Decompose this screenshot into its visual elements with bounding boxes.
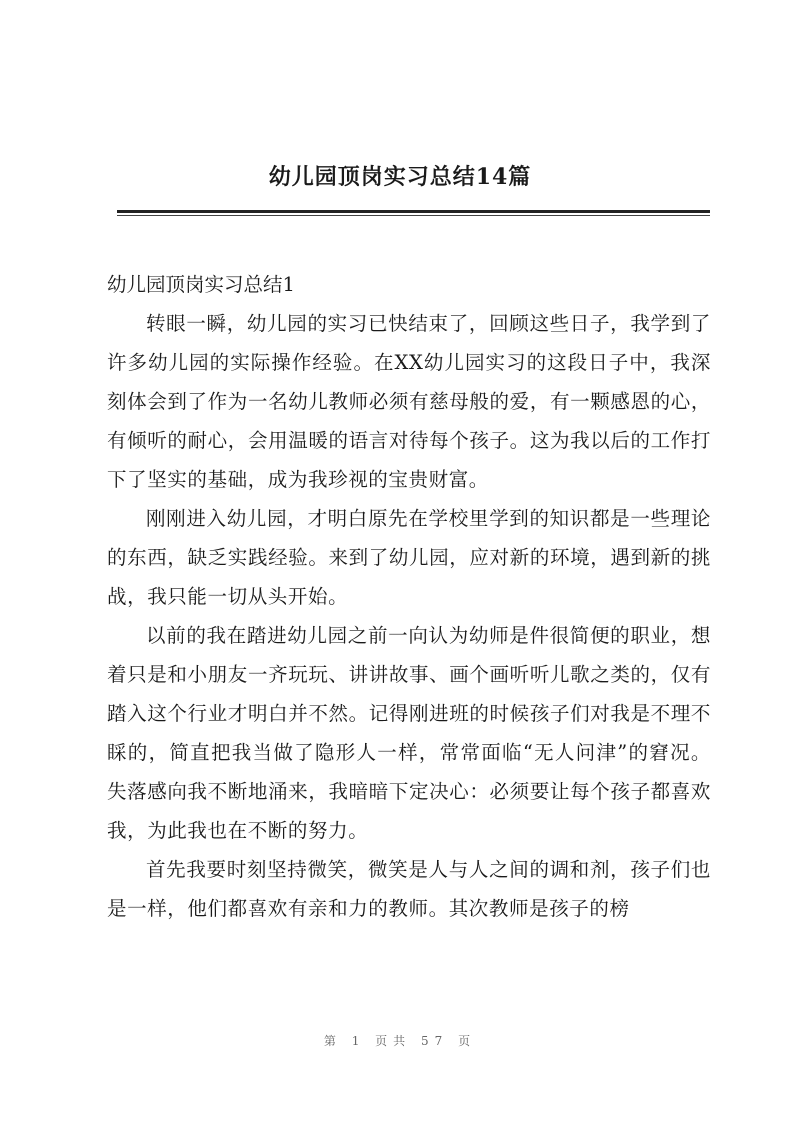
section-heading: 幼儿园顶岗实习总结1: [107, 273, 295, 296]
document-body: [107, 265, 711, 928]
page-footer: [0, 1032, 800, 1049]
footer-middle: 页共: [375, 1034, 412, 1048]
document-title: 幼儿园顶岗实习总结14篇: [268, 164, 532, 190]
title-divider-thin: [117, 215, 710, 216]
paragraph: 刚刚进入幼儿园，才明白原先在学校里学到的知识都是一些理论的东西，缺乏实践经验。来到了幼儿园，应对新的环境，遇到新的挑战，我只能一切从头开始。: [107, 507, 711, 608]
paragraph: 以前的我在踏进幼儿园之前一向认为幼师是件很简便的职业，想着只是和小朋友一齐玩玩、讲讲故事、画个画听听儿歌之类的，仅有踏入这个行业才明白并不然。记得刚进班的时候孩子们对我是不理不睬的，简直把我当做了隐形人一样，常常面临“无人问津”的窘况。失落感向我不断地涌来，我暗暗下定决心：必须要让每个孩子都喜欢我，为此我也在不断的努力。: [107, 624, 711, 842]
footer-suffix: 页: [458, 1034, 477, 1048]
paragraph: 转眼一瞬，幼儿园的实习已快结束了，回顾这些日子，我学到了许多幼儿园的实际操作经验。在XX幼儿园实习的这段日子中，我深刻体会到了作为一名幼儿教师必须有慈母般的爱，有一颗感恩的心，有倾听的耐心，会用温暖的语言对待每个孩子。这为我以后的工作打下了坚实的基础，成为我珍视的宝贵财富。: [107, 312, 711, 491]
title-divider-thick: [117, 210, 710, 213]
footer-total-pages: 57: [421, 1034, 449, 1048]
footer-prefix: 第: [323, 1034, 342, 1048]
footer-page-number: 1: [351, 1034, 366, 1048]
paragraph: 首先我要时刻坚持微笑，微笑是人与人之间的调和剂，孩子们也是一样，他们都喜欢有亲和力的教师。其次教师是孩子的榜: [107, 858, 711, 920]
